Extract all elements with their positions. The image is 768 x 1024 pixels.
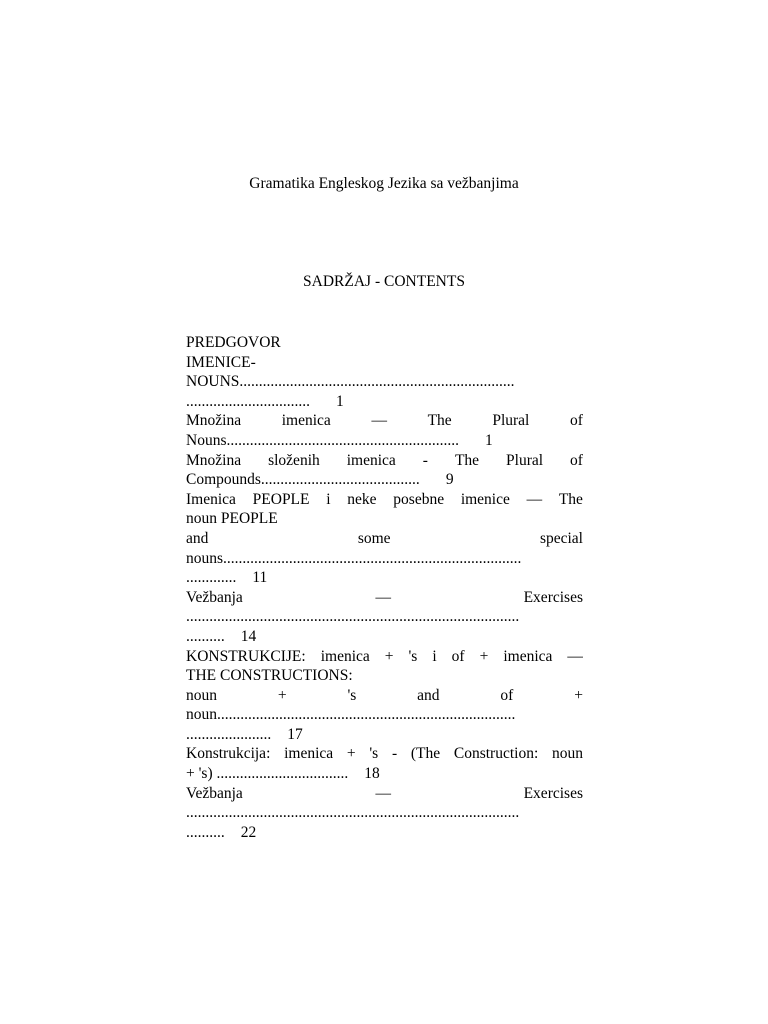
toc-word: neke xyxy=(347,490,377,508)
toc-leader: .......... xyxy=(186,627,225,645)
toc-line xyxy=(186,568,583,588)
page-number: 17 xyxy=(287,725,303,743)
toc-line xyxy=(186,725,583,745)
toc-line: THE CONSTRUCTIONS: xyxy=(186,667,353,685)
contents-heading: SADRŽAJ - CONTENTS xyxy=(303,273,465,290)
toc-line-justified xyxy=(186,686,583,706)
toc-word: and xyxy=(186,529,209,547)
toc-leader: ................................ xyxy=(186,392,310,410)
toc-word: Množina xyxy=(186,451,242,469)
toc-line: ...................................................................................... xyxy=(186,608,520,626)
toc-word: Construction: xyxy=(453,745,539,763)
toc-word: PEOPLE xyxy=(252,490,310,508)
toc-line xyxy=(186,627,583,647)
toc-word: special xyxy=(539,529,583,547)
toc-word: and xyxy=(417,686,440,704)
toc-word: — xyxy=(567,647,583,665)
toc-word: + xyxy=(277,686,287,704)
toc-line: nouns............................................................................. xyxy=(186,549,522,567)
toc-line-justified xyxy=(186,647,583,667)
toc-line-justified xyxy=(186,451,583,471)
toc-line: IMENICE- xyxy=(186,353,256,371)
toc-word: imenica xyxy=(284,745,334,763)
toc-line xyxy=(186,392,583,412)
toc-line xyxy=(186,823,583,843)
toc-word: + xyxy=(574,686,583,704)
toc-word: of xyxy=(500,686,514,704)
toc-word: (The xyxy=(410,745,441,763)
table-of-contents xyxy=(186,333,583,842)
toc-word: 's xyxy=(347,686,357,704)
toc-word: i xyxy=(432,647,437,665)
toc-line: PREDGOVOR xyxy=(186,334,281,351)
toc-word: + xyxy=(346,745,356,763)
page-number: 22 xyxy=(240,823,257,841)
toc-word: Exercises xyxy=(523,784,583,802)
toc-line xyxy=(186,470,583,490)
toc-line-justified xyxy=(186,529,583,549)
toc-word: — xyxy=(371,412,387,430)
toc-word: - xyxy=(391,745,398,763)
toc-line xyxy=(186,764,583,784)
toc-line-justified xyxy=(186,784,583,804)
page-number: 18 xyxy=(364,765,380,783)
toc-word: 's xyxy=(369,745,379,763)
toc-word: The xyxy=(558,490,583,508)
toc-word: imenica xyxy=(346,451,396,469)
toc-text: + 's) .................................. xyxy=(186,765,349,783)
toc-line-justified xyxy=(186,490,583,510)
toc-leader: .......... xyxy=(186,823,225,841)
toc-word: KONSTRUKCIJE: xyxy=(186,647,306,665)
toc-line: NOUNS....................................................................... xyxy=(186,373,515,391)
toc-word: i xyxy=(326,490,331,508)
document-title: Gramatika Engleskog Jezika sa vežbanjima xyxy=(249,175,519,192)
page-number: 1 xyxy=(484,431,493,449)
toc-word: of xyxy=(570,451,583,469)
toc-word: of xyxy=(451,647,465,665)
toc-word: The xyxy=(454,451,480,469)
toc-line-justified xyxy=(186,744,583,764)
toc-word: složenih xyxy=(268,451,320,469)
toc-word: imenica xyxy=(320,647,370,665)
toc-word: - xyxy=(422,451,428,469)
toc-word: imenice xyxy=(460,490,510,508)
toc-word: posebne xyxy=(393,490,445,508)
toc-word: Konstrukcija: xyxy=(186,745,271,763)
toc-word: Množina xyxy=(186,412,242,430)
toc-word: Plural xyxy=(506,451,544,469)
toc-line xyxy=(186,431,583,451)
toc-leader: ...................... xyxy=(186,725,272,743)
toc-word: Exercises xyxy=(523,588,583,606)
toc-line: noun PEOPLE xyxy=(186,510,278,528)
toc-word: imenica xyxy=(281,412,331,430)
page-number: 9 xyxy=(445,471,454,489)
toc-word: Imenica xyxy=(186,490,236,508)
toc-word: 's xyxy=(408,647,418,665)
toc-word: Plural xyxy=(492,412,530,430)
toc-word: + xyxy=(384,647,394,665)
toc-leader: ............. xyxy=(186,569,237,587)
toc-word: imenica xyxy=(503,647,553,665)
toc-text: Nouns............................................................ xyxy=(186,431,459,449)
toc-word: noun xyxy=(186,686,217,704)
toc-word: of xyxy=(570,412,583,430)
toc-line: noun............................................................................. xyxy=(186,706,516,724)
page-number: 1 xyxy=(336,392,344,410)
toc-word: Vežbanja xyxy=(186,784,243,802)
toc-word: some xyxy=(357,529,391,547)
toc-line-justified xyxy=(186,588,583,608)
toc-word: The xyxy=(427,412,452,430)
toc-word: Vežbanja xyxy=(186,588,243,606)
toc-word: + xyxy=(479,647,489,665)
toc-word: — xyxy=(375,784,391,802)
toc-word: — xyxy=(375,588,391,606)
toc-word: — xyxy=(526,490,543,508)
page-number: 14 xyxy=(240,627,257,645)
toc-line: ...................................................................................... xyxy=(186,804,520,822)
page-number: 11 xyxy=(252,569,268,587)
toc-word: noun xyxy=(551,745,583,763)
toc-line-justified xyxy=(186,411,583,431)
toc-text: Compounds......................................... xyxy=(186,471,420,489)
